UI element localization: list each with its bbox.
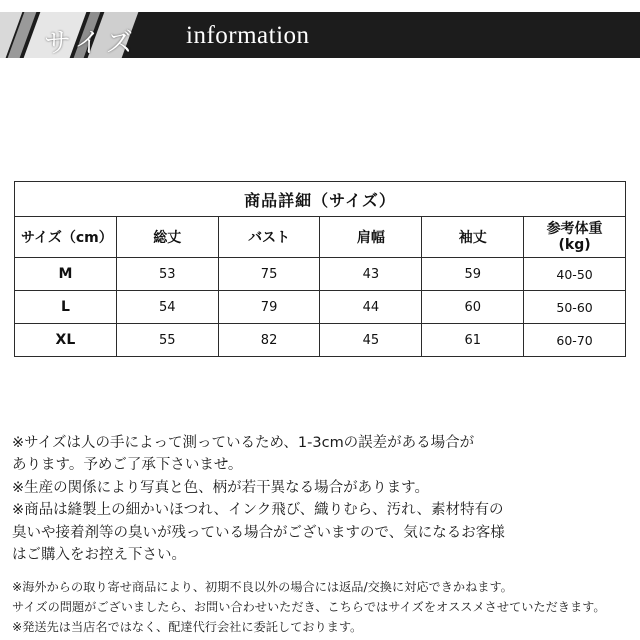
size-table-container (14, 181, 626, 357)
notes-large-block (12, 432, 630, 567)
note-line: ※生産の関係により写真と色、柄が若干異なる場合があります。 (12, 479, 429, 496)
note-line: はご購入をお控え下さい。 (12, 547, 186, 564)
cell-weight: 40-50 (524, 258, 626, 291)
note-line: あります。予めご了承下さいませ。 (12, 457, 243, 474)
cell-shoulder: 45 (320, 324, 422, 357)
column-header-size: サイズ（cm） (15, 217, 117, 258)
cell-length: 54 (116, 291, 218, 324)
cell-sleeve: 60 (422, 291, 524, 324)
table-row (15, 291, 626, 324)
table-caption-row (15, 182, 626, 217)
note-small-line: サイズの問題がございましたら、お問い合わせいただき、こちらではサイズをオススメさせていただきます。 (12, 599, 606, 614)
column-header-bust: バスト (218, 217, 320, 258)
cell-size: M (15, 258, 117, 291)
cell-bust: 79 (218, 291, 320, 324)
column-header-weight (524, 217, 626, 258)
header-banner (0, 12, 640, 58)
cell-size: L (15, 291, 117, 324)
cell-shoulder: 44 (320, 291, 422, 324)
cell-bust: 82 (218, 324, 320, 357)
cell-sleeve: 61 (422, 324, 524, 357)
cell-length: 55 (116, 324, 218, 357)
note-line: 臭いや接着剤等の臭いが残っている場合がございますので、気になるお客様 (12, 524, 505, 541)
column-header-weight-line2: (kg) (558, 237, 591, 253)
cell-length: 53 (116, 258, 218, 291)
table-header-row (15, 217, 626, 258)
size-table (14, 181, 626, 357)
note-line: ※商品は縫製上の細かいほつれ、インク飛び、織りむら、汚れ、素材特有の (12, 502, 504, 519)
cell-bust: 75 (218, 258, 320, 291)
column-header-length: 総丈 (116, 217, 218, 258)
cell-sleeve: 59 (422, 258, 524, 291)
table-row (15, 258, 626, 291)
column-header-shoulder: 肩幅 (320, 217, 422, 258)
column-header-sleeve: 袖丈 (422, 217, 524, 258)
cell-shoulder: 43 (320, 258, 422, 291)
column-header-weight-line1: 参考体重 (546, 220, 603, 237)
notes-small-block (12, 578, 634, 637)
table-row (15, 324, 626, 357)
cell-weight: 60-70 (524, 324, 626, 357)
header-title-english: information (186, 22, 310, 49)
note-small-line: ※発送先は当店名ではなく、配達代行会社に委託しております。 (12, 619, 363, 634)
note-line: ※サイズは人の手によって測っているため、1-3cmの誤差がある場合が (12, 435, 475, 451)
cell-size: XL (15, 324, 117, 357)
cell-weight: 50-60 (524, 291, 626, 324)
table-caption: 商品詳細（サイズ） (15, 182, 626, 217)
header-title-japanese: サイズ (44, 28, 138, 58)
note-small-line: ※海外からの取り寄せ商品により、初期不良以外の場合には返品/交換に対応できかねます。 (12, 580, 513, 594)
